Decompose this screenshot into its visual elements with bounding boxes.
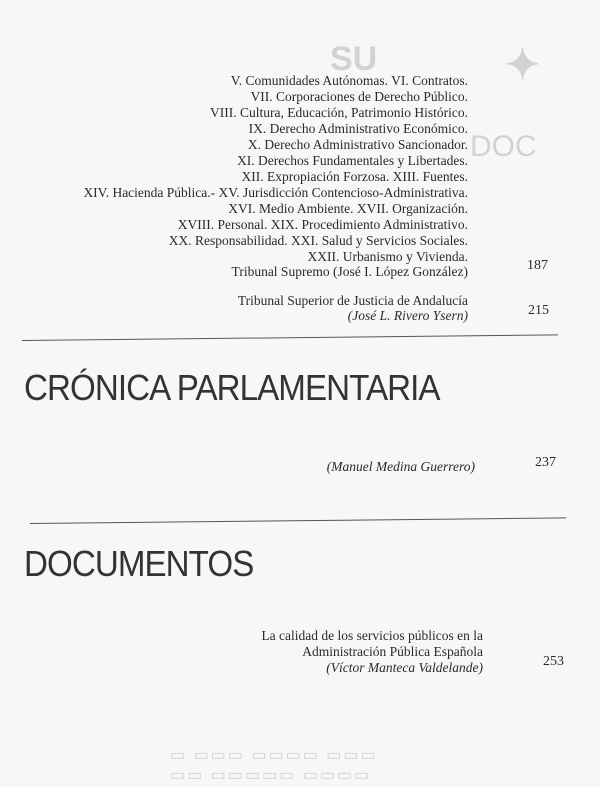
index-line: XVI. Medio Ambiente. XVII. Organización. (228, 201, 468, 216)
cronica-author: (Manuel Medina Guerrero) (326, 459, 475, 474)
section-divider (30, 517, 566, 524)
index-line: IX. Derecho Administrativo Económico. (248, 121, 468, 136)
index-line: V. Comunidades Autónomas. VI. Contratos. (230, 73, 468, 88)
documentos-author: (Víctor Manteca Valdelande) (326, 660, 483, 675)
index-line: XVIII. Personal. XIX. Procedimiento Administrativo. (177, 217, 468, 232)
index-line: XX. Responsabilidad. XXI. Salud y Servicios Sociales. (168, 233, 468, 248)
index-line: XIV. Hacienda Pública.- XV. Jurisdicción Contencioso-Administrativa. (83, 185, 468, 200)
bleed-through-mark: ✦ (505, 41, 541, 88)
section-divider (22, 334, 558, 341)
index-line: XII. Expropiación Forzosa. XIII. Fuentes. (241, 169, 468, 184)
bleed-through-mark: ▭▭ ▭▭▭▭▭ ▭▭▭▭ (170, 767, 372, 784)
index-line: VIII. Cultura, Educación, Patrimonio Histórico. (210, 105, 468, 120)
section-heading-documentos: DOCUMENTOS (24, 543, 254, 584)
index-line: XXII. Urbanismo y Vivienda. (307, 249, 468, 264)
documentos-page: 253 (543, 654, 564, 669)
index-line: XI. Derechos Fundamentales y Libertades. (237, 153, 468, 168)
index-line: X. Derecho Administrativo Sancionador. (247, 137, 468, 152)
bleed-through-mark: SU (330, 40, 378, 78)
bleed-through-mark: DOC (470, 130, 537, 163)
entry-supremo-title: Tribunal Supremo (José I. López González) (231, 264, 468, 279)
section-heading-cronica: CRÓNICA PARLAMENTARIA (24, 367, 440, 408)
entry-andalucia-title: Tribunal Superior de Justicia de Andalucía (237, 293, 468, 308)
cronica-page: 237 (535, 455, 556, 470)
index-line: VII. Corporaciones de Derecho Público. (250, 89, 468, 104)
entry-andalucia-author: (José L. Rivero Ysern) (347, 308, 468, 323)
bleed-through-mark: ▭ ▭▭▭ ▭▭▭▭ ▭▭▭ (170, 747, 378, 764)
documentos-title-line-2: Administración Pública Española (302, 644, 483, 659)
documentos-title-line-1: La calidad de los servicios públicos en la (261, 628, 483, 643)
entry-supremo-page: 187 (527, 258, 548, 273)
entry-andalucia-page: 215 (528, 303, 549, 318)
